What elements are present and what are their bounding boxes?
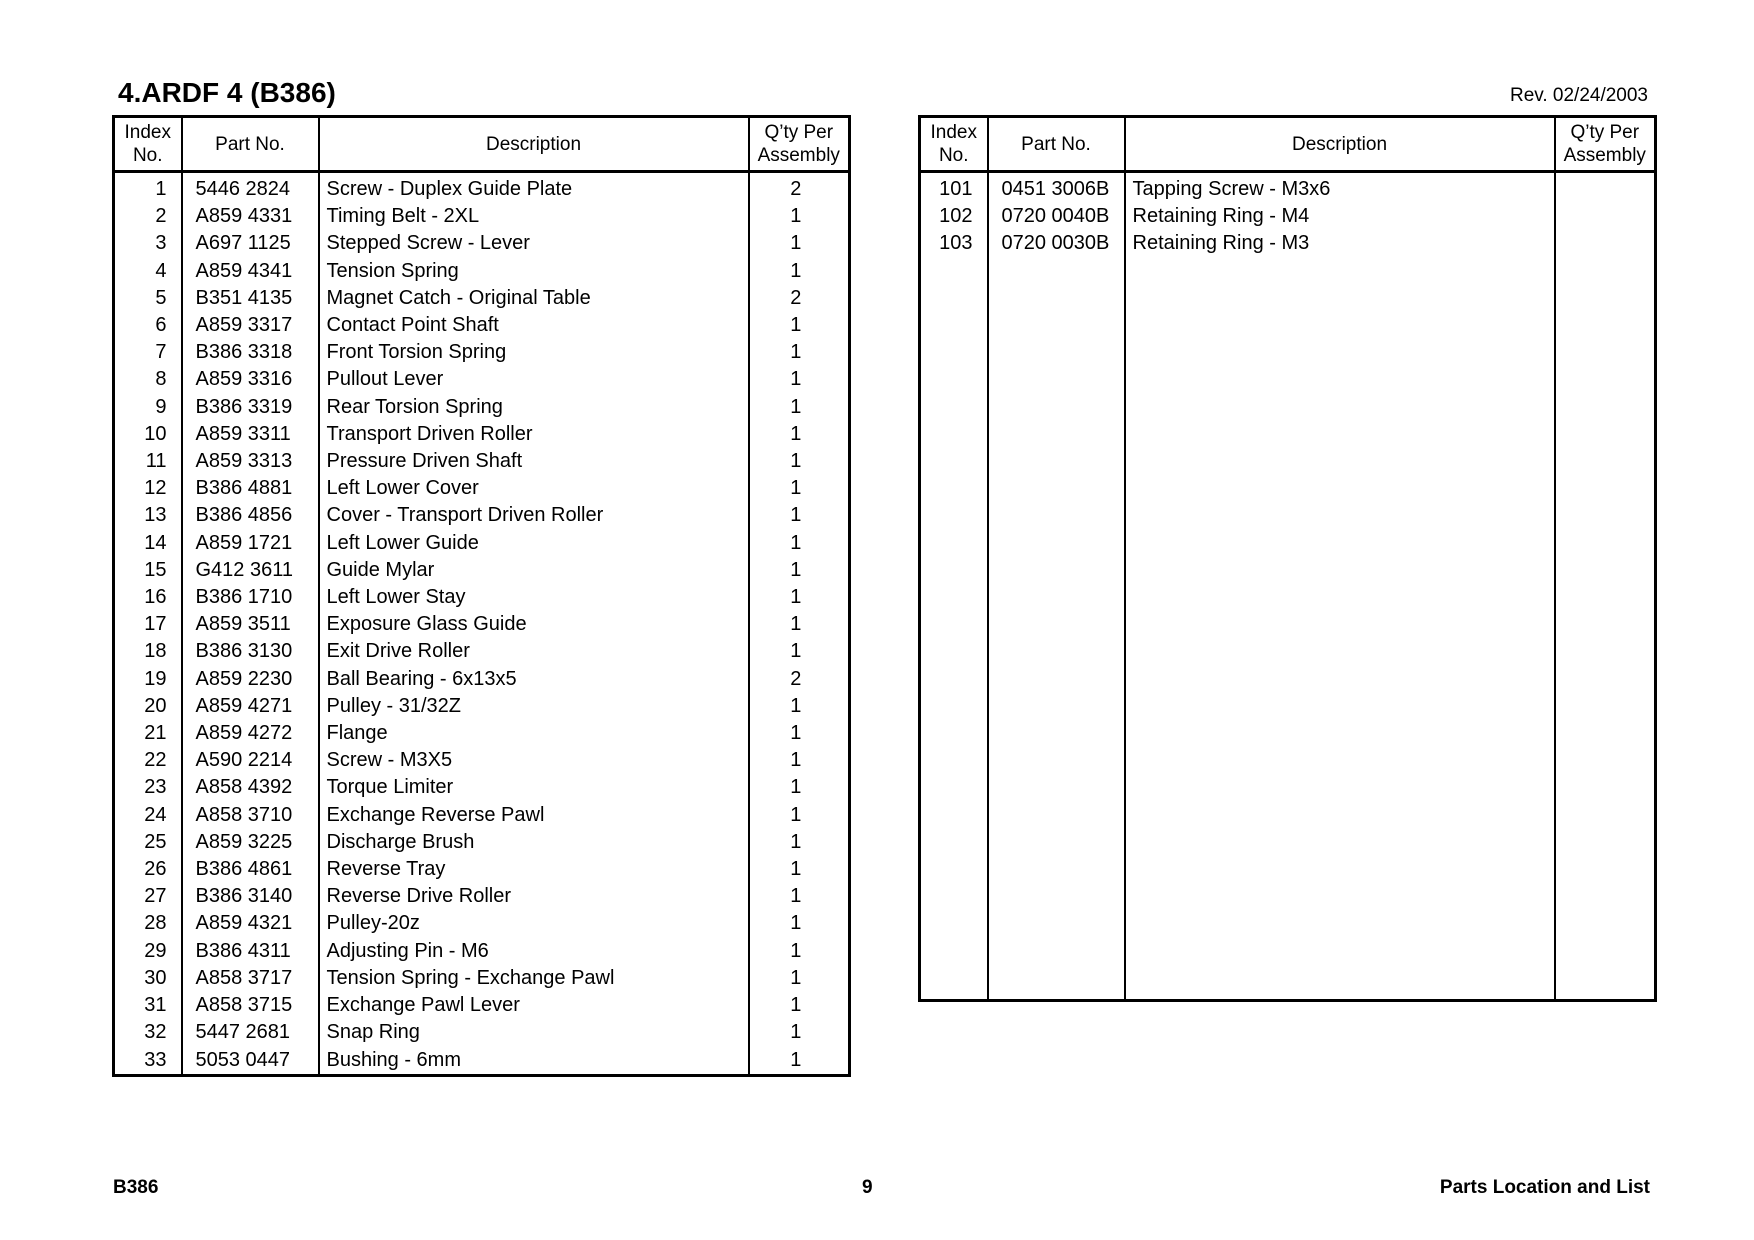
cell-qty: 1 (749, 502, 850, 529)
parts-table-right (918, 115, 1657, 1002)
cell-part-no: 5446 2824 (182, 172, 319, 204)
cell-index: 10 (114, 421, 182, 448)
table-header-row (920, 117, 1656, 172)
cell-qty: 1 (749, 938, 850, 965)
cell-index: 6 (114, 312, 182, 339)
table-row (920, 230, 1656, 257)
cell-qty: 1 (749, 910, 850, 937)
cell-part-no: B386 4861 (182, 856, 319, 883)
column-header-description: Description (319, 117, 749, 172)
cell-index: 27 (114, 883, 182, 910)
cell-part-no: A859 3316 (182, 366, 319, 393)
cell-qty: 1 (749, 720, 850, 747)
cell-part-no: A859 4272 (182, 720, 319, 747)
cell-description: Screw - M3X5 (319, 747, 749, 774)
cell-part-no: A858 3717 (182, 965, 319, 992)
cell-description: Guide Mylar (319, 557, 749, 584)
cell-index: 2 (114, 203, 182, 230)
cell-description: Contact Point Shaft (319, 312, 749, 339)
cell-index: 25 (114, 829, 182, 856)
table-row (114, 611, 850, 638)
cell-index: 9 (114, 394, 182, 421)
footer-model: B386 (113, 1177, 159, 1198)
table-row (114, 230, 850, 257)
cell-description: Left Lower Cover (319, 475, 749, 502)
cell-part-no: A859 4331 (182, 203, 319, 230)
cell-qty: 1 (749, 557, 850, 584)
table-row (114, 965, 850, 992)
table-row (114, 666, 850, 693)
table-row (114, 883, 850, 910)
cell-qty: 2 (749, 172, 850, 204)
table-row (114, 1019, 850, 1046)
table-row (114, 339, 850, 366)
cell-qty: 1 (749, 584, 850, 611)
table-row (114, 774, 850, 801)
table-row (920, 172, 1656, 204)
cell-index: 26 (114, 856, 182, 883)
table-row (114, 910, 850, 937)
cell-part-no: 5053 0447 (182, 1047, 319, 1074)
cell-description: Flange (319, 720, 749, 747)
cell-part-no: 0720 0030B (988, 230, 1125, 257)
cell-index: 24 (114, 802, 182, 829)
cell-part-no: A590 2214 (182, 747, 319, 774)
table-row (114, 258, 850, 285)
cell-part-no: B386 3140 (182, 883, 319, 910)
cell-qty: 1 (749, 394, 850, 421)
table-row (114, 992, 850, 1019)
cell-index: 22 (114, 747, 182, 774)
cell-index: 7 (114, 339, 182, 366)
cell-part-no: 0451 3006B (988, 172, 1125, 204)
table-row (114, 557, 850, 584)
cell-qty: 1 (749, 475, 850, 502)
cell-qty (1555, 172, 1656, 204)
cell-description: Cover - Transport Driven Roller (319, 502, 749, 529)
cell-qty: 1 (749, 258, 850, 285)
cell-qty: 1 (749, 829, 850, 856)
cell-part-no: A859 4341 (182, 258, 319, 285)
cell-index: 32 (114, 1019, 182, 1046)
cell-index: 31 (114, 992, 182, 1019)
footer-page-number: 9 (862, 1177, 873, 1198)
cell-index: 5 (114, 285, 182, 312)
cell-description: Reverse Drive Roller (319, 883, 749, 910)
cell-description: Tension Spring (319, 258, 749, 285)
table-filler-row (114, 1074, 850, 1076)
cell-qty: 1 (749, 992, 850, 1019)
table-row (114, 829, 850, 856)
cell-index: 30 (114, 965, 182, 992)
cell-qty: 1 (749, 747, 850, 774)
empty-cell (1555, 258, 1656, 1000)
cell-qty: 1 (749, 339, 850, 366)
cell-part-no: A859 4321 (182, 910, 319, 937)
cell-part-no: B386 3130 (182, 638, 319, 665)
cell-qty: 1 (749, 802, 850, 829)
cell-description: Snap Ring (319, 1019, 749, 1046)
cell-qty: 1 (749, 856, 850, 883)
cell-description: Torque Limiter (319, 774, 749, 801)
cell-part-no: A859 3225 (182, 829, 319, 856)
cell-index: 15 (114, 557, 182, 584)
column-header-part-no: Part No. (988, 117, 1125, 172)
cell-part-no: A859 3313 (182, 448, 319, 475)
cell-description: Rear Torsion Spring (319, 394, 749, 421)
table-row (114, 172, 850, 204)
cell-qty: 1 (749, 230, 850, 257)
cell-description: Exposure Glass Guide (319, 611, 749, 638)
table-row (114, 584, 850, 611)
cell-part-no: B386 4856 (182, 502, 319, 529)
cell-description: Pullout Lever (319, 366, 749, 393)
column-header-index: Index No. (114, 117, 182, 172)
cell-qty: 1 (749, 693, 850, 720)
cell-index: 18 (114, 638, 182, 665)
cell-qty: 2 (749, 285, 850, 312)
cell-index: 17 (114, 611, 182, 638)
cell-index: 16 (114, 584, 182, 611)
cell-description: Pressure Driven Shaft (319, 448, 749, 475)
cell-description: Retaining Ring - M3 (1125, 230, 1555, 257)
cell-description: Exchange Pawl Lever (319, 992, 749, 1019)
cell-qty: 1 (749, 774, 850, 801)
column-header-qty: Q’ty Per Assembly (1555, 117, 1656, 172)
page-title: 4.ARDF 4 (B386) (118, 77, 336, 108)
cell-part-no: B386 3318 (182, 339, 319, 366)
cell-qty: 1 (749, 366, 850, 393)
cell-description: Ball Bearing - 6x13x5 (319, 666, 749, 693)
cell-description: Transport Driven Roller (319, 421, 749, 448)
table-row (114, 312, 850, 339)
cell-description: Bushing - 6mm (319, 1047, 749, 1074)
cell-description: Exit Drive Roller (319, 638, 749, 665)
cell-qty: 1 (749, 611, 850, 638)
table-row (114, 802, 850, 829)
table-row (920, 203, 1656, 230)
cell-part-no: A859 2230 (182, 666, 319, 693)
table-row (114, 747, 850, 774)
table-row (114, 475, 850, 502)
cell-index: 19 (114, 666, 182, 693)
cell-index: 28 (114, 910, 182, 937)
empty-cell (749, 1074, 850, 1076)
cell-description: Exchange Reverse Pawl (319, 802, 749, 829)
cell-part-no: B386 4881 (182, 475, 319, 502)
revision-date: Rev. 02/24/2003 (1509, 85, 1648, 106)
table-row (114, 938, 850, 965)
cell-part-no: B386 3319 (182, 394, 319, 421)
cell-part-no: B386 4311 (182, 938, 319, 965)
cell-description: Front Torsion Spring (319, 339, 749, 366)
cell-qty (1555, 230, 1656, 257)
table-row (114, 1047, 850, 1074)
cell-description: Reverse Tray (319, 856, 749, 883)
cell-description: Pulley - 31/32Z (319, 693, 749, 720)
cell-part-no: A858 3710 (182, 802, 319, 829)
cell-description: Tension Spring - Exchange Pawl (319, 965, 749, 992)
table-row (114, 856, 850, 883)
cell-qty: 1 (749, 965, 850, 992)
table-row (114, 693, 850, 720)
table-row (114, 421, 850, 448)
empty-cell (1125, 258, 1555, 1000)
cell-index: 103 (920, 230, 988, 257)
cell-index: 12 (114, 475, 182, 502)
cell-index: 33 (114, 1047, 182, 1074)
cell-part-no: 0720 0040B (988, 203, 1125, 230)
empty-cell (920, 258, 988, 1000)
cell-part-no: A697 1125 (182, 230, 319, 257)
cell-description: Retaining Ring - M4 (1125, 203, 1555, 230)
table-row (114, 448, 850, 475)
table-row (114, 502, 850, 529)
footer-section: Parts Location and List (1439, 1177, 1650, 1198)
cell-index: 8 (114, 366, 182, 393)
cell-index: 4 (114, 258, 182, 285)
cell-description: Tapping Screw - M3x6 (1125, 172, 1555, 204)
cell-description: Pulley-20z (319, 910, 749, 937)
cell-index: 13 (114, 502, 182, 529)
cell-index: 3 (114, 230, 182, 257)
empty-cell (114, 1074, 182, 1076)
cell-description: Magnet Catch - Original Table (319, 285, 749, 312)
cell-part-no: A859 3317 (182, 312, 319, 339)
cell-qty: 1 (749, 312, 850, 339)
empty-cell (182, 1074, 319, 1076)
column-header-description: Description (1125, 117, 1555, 172)
cell-index: 14 (114, 530, 182, 557)
cell-part-no: A859 3511 (182, 611, 319, 638)
cell-description: Left Lower Guide (319, 530, 749, 557)
empty-cell (319, 1074, 749, 1076)
cell-qty: 1 (749, 530, 850, 557)
cell-description: Discharge Brush (319, 829, 749, 856)
cell-part-no: A859 4271 (182, 693, 319, 720)
cell-index: 102 (920, 203, 988, 230)
table-row (114, 203, 850, 230)
cell-qty (1555, 203, 1656, 230)
cell-qty: 1 (749, 638, 850, 665)
cell-qty: 1 (749, 421, 850, 448)
cell-description: Adjusting Pin - M6 (319, 938, 749, 965)
table-row (114, 530, 850, 557)
cell-part-no: A858 3715 (182, 992, 319, 1019)
table-filler-row (920, 258, 1656, 1000)
cell-index: 21 (114, 720, 182, 747)
cell-index: 1 (114, 172, 182, 204)
cell-qty: 1 (749, 883, 850, 910)
cell-index: 11 (114, 448, 182, 475)
cell-qty: 1 (749, 1019, 850, 1046)
cell-index: 29 (114, 938, 182, 965)
cell-part-no: A859 3311 (182, 421, 319, 448)
cell-description: Screw - Duplex Guide Plate (319, 172, 749, 204)
cell-index: 101 (920, 172, 988, 204)
column-header-index: Index No. (920, 117, 988, 172)
cell-index: 23 (114, 774, 182, 801)
table-row (114, 285, 850, 312)
parts-table-left (112, 115, 851, 1077)
table-row (114, 638, 850, 665)
table-row (114, 394, 850, 421)
cell-qty: 1 (749, 203, 850, 230)
table-row (114, 366, 850, 393)
cell-description: Timing Belt - 2XL (319, 203, 749, 230)
empty-cell (988, 258, 1125, 1000)
cell-part-no: B351 4135 (182, 285, 319, 312)
cell-part-no: 5447 2681 (182, 1019, 319, 1046)
cell-part-no: B386 1710 (182, 584, 319, 611)
cell-qty: 1 (749, 448, 850, 475)
column-header-part-no: Part No. (182, 117, 319, 172)
cell-description: Left Lower Stay (319, 584, 749, 611)
cell-index: 20 (114, 693, 182, 720)
cell-part-no: A858 4392 (182, 774, 319, 801)
cell-qty: 2 (749, 666, 850, 693)
table-header-row (114, 117, 850, 172)
table-row (114, 720, 850, 747)
cell-part-no: A859 1721 (182, 530, 319, 557)
column-header-qty: Q’ty Per Assembly (749, 117, 850, 172)
cell-part-no: G412 3611 (182, 557, 319, 584)
cell-qty: 1 (749, 1047, 850, 1074)
cell-description: Stepped Screw - Lever (319, 230, 749, 257)
